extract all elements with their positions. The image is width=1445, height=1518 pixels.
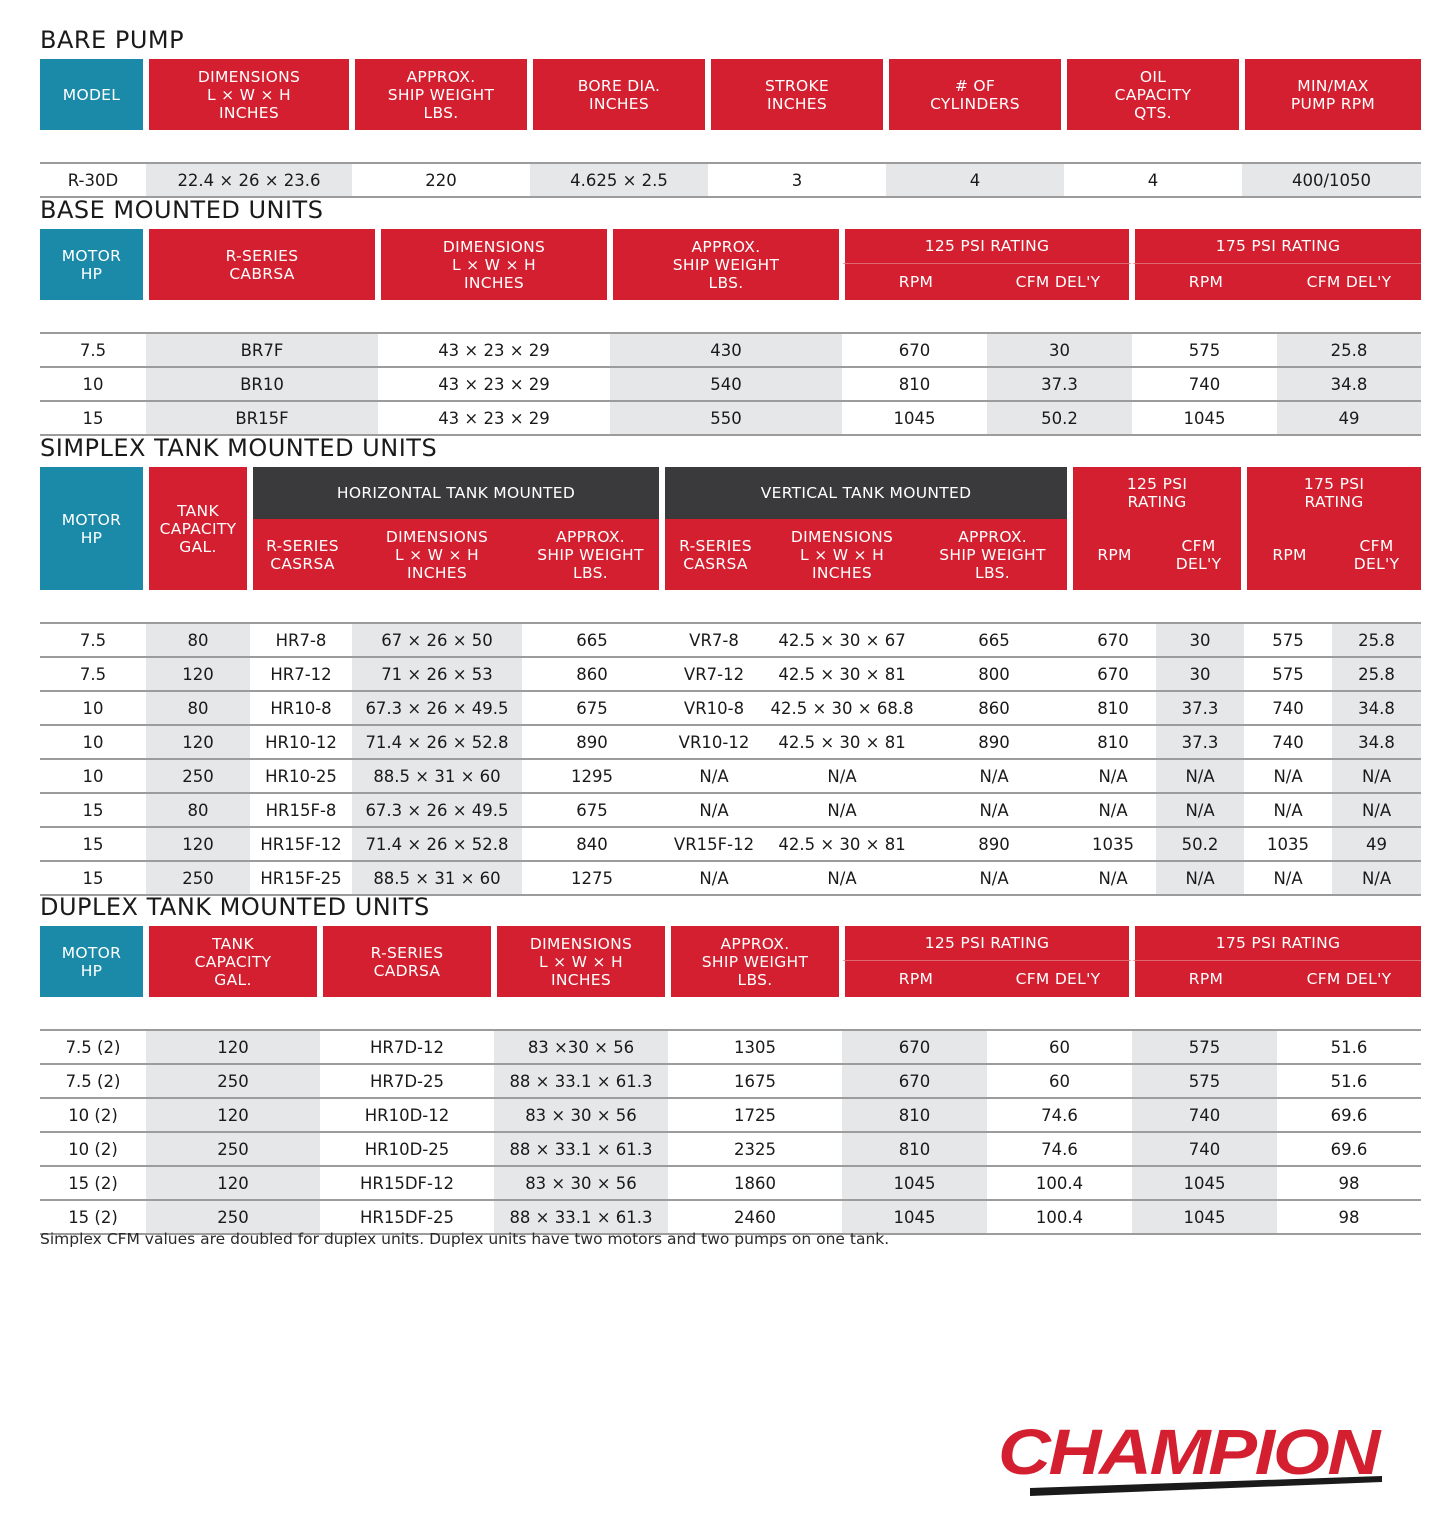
duplex-title: DUPLEX TANK MOUNTED UNITS <box>40 893 430 921</box>
table-cell: 810 <box>842 368 987 402</box>
table-row <box>40 862 1421 896</box>
table-row <box>40 1167 1421 1201</box>
simplex-header-tank: TANK CAPACITY GAL. <box>146 467 250 590</box>
table-cell: VR7-12 <box>662 658 766 692</box>
table-cell: N/A <box>1244 760 1332 794</box>
table-cell: 575 <box>1132 1065 1277 1099</box>
table-cell: 1035 <box>1070 828 1156 862</box>
table-row <box>40 402 1421 436</box>
table-cell: 88 × 33.1 × 61.3 <box>494 1065 668 1099</box>
base-header-motor: MOTOR HP <box>40 229 146 300</box>
table-cell: N/A <box>1156 862 1244 896</box>
table-row <box>40 794 1421 828</box>
simplex-sub-rpm: RPM <box>1070 519 1156 590</box>
table-cell: HR15F-25 <box>250 862 352 896</box>
table-cell: 2325 <box>668 1133 842 1167</box>
table-cell: 120 <box>146 1031 320 1065</box>
table-cell: 800 <box>918 658 1070 692</box>
footnote: Simplex CFM values are doubled for duplex units. Duplex units have two motors and two pumps on one tank. <box>40 1230 890 1248</box>
table-row <box>40 368 1421 402</box>
table-cell: N/A <box>918 862 1070 896</box>
table-cell: N/A <box>766 760 918 794</box>
table-cell: N/A <box>1332 862 1421 896</box>
model-cell: 7.5 <box>40 334 146 368</box>
table-cell: N/A <box>662 760 766 794</box>
bare-header-5: # OF CYLINDERS <box>886 59 1064 130</box>
table-cell: 670 <box>842 334 987 368</box>
table-cell: 43 × 23 × 29 <box>378 334 610 368</box>
table-cell: BR7F <box>146 334 378 368</box>
duplex-header-rseries: R-SERIES CADRSA <box>320 926 494 997</box>
table-cell: 100.4 <box>987 1201 1132 1235</box>
duplex-sub-rpm: RPM <box>842 961 987 997</box>
duplex-sub-cfm: CFM DEL'Y <box>1277 961 1421 997</box>
table-cell: 30 <box>987 334 1132 368</box>
table-cell: 74.6 <box>987 1099 1132 1133</box>
table-row <box>40 828 1421 862</box>
table-cell: 120 <box>146 1167 320 1201</box>
table-cell: N/A <box>662 794 766 828</box>
bare-header-6: OIL CAPACITY QTS. <box>1064 59 1242 130</box>
table-cell: 37.3 <box>1156 692 1244 726</box>
table-cell: 1295 <box>522 760 662 794</box>
table-cell: 34.8 <box>1277 368 1421 402</box>
simplex-header-125: 125 PSI RATING <box>1070 467 1244 519</box>
table-cell: HR15DF-12 <box>320 1167 494 1201</box>
simplex-sub-rpm: RPM <box>1244 519 1332 590</box>
table-cell: 80 <box>146 794 250 828</box>
table-cell: N/A <box>1156 760 1244 794</box>
table-cell: 60 <box>987 1031 1132 1065</box>
table-cell: 1275 <box>522 862 662 896</box>
table-cell: 2460 <box>668 1201 842 1235</box>
table-cell: 120 <box>146 726 250 760</box>
table-cell: 69.6 <box>1277 1133 1421 1167</box>
table-cell: 43 × 23 × 29 <box>378 368 610 402</box>
model-cell: 10 <box>40 760 146 794</box>
table-cell: 51.6 <box>1277 1031 1421 1065</box>
table-cell: 37.3 <box>987 368 1132 402</box>
table-cell: 34.8 <box>1332 726 1421 760</box>
table-cell: 1725 <box>668 1099 842 1133</box>
table-cell: 98 <box>1277 1167 1421 1201</box>
model-cell: 7.5 (2) <box>40 1065 146 1099</box>
model-cell: 7.5 <box>40 658 146 692</box>
table-row <box>40 164 1421 198</box>
table-cell: 88 × 33.1 × 61.3 <box>494 1133 668 1167</box>
table-cell: 840 <box>522 828 662 862</box>
table-cell: 4 <box>886 164 1064 198</box>
simplex-sub-dims: DIMENSIONS L × W × H INCHES <box>352 519 522 590</box>
base-header-175: 175 PSI RATING <box>1132 229 1421 264</box>
model-cell: 15 (2) <box>40 1201 146 1235</box>
table-cell: 60 <box>987 1065 1132 1099</box>
table-cell: 810 <box>1070 692 1156 726</box>
table-cell: VR10-12 <box>662 726 766 760</box>
table-cell: 810 <box>842 1133 987 1167</box>
table-cell: HR7D-12 <box>320 1031 494 1065</box>
table-cell: N/A <box>1244 794 1332 828</box>
simplex-header-175: 175 PSI RATING <box>1244 467 1421 519</box>
duplex-header-motor: MOTOR HP <box>40 926 146 997</box>
model-cell: 15 <box>40 794 146 828</box>
table-cell: 25.8 <box>1277 334 1421 368</box>
table-row <box>40 726 1421 760</box>
simplex-header-motor: MOTOR HP <box>40 467 146 590</box>
duplex-table <box>40 926 1421 1235</box>
base-header-125: 125 PSI RATING <box>842 229 1132 264</box>
table-cell: 83 × 30 × 56 <box>494 1167 668 1201</box>
table-cell: 540 <box>610 368 842 402</box>
model-cell: 10 <box>40 692 146 726</box>
table-cell: 69.6 <box>1277 1099 1421 1133</box>
table-cell: 1860 <box>668 1167 842 1201</box>
table-cell: 67.3 × 26 × 49.5 <box>352 794 522 828</box>
table-cell: 1045 <box>842 402 987 436</box>
table-cell: HR10-8 <box>250 692 352 726</box>
table-cell: 98 <box>1277 1201 1421 1235</box>
table-cell: N/A <box>1070 760 1156 794</box>
table-cell: N/A <box>1332 760 1421 794</box>
table-cell: 42.5 × 30 × 68.8 <box>766 692 918 726</box>
simplex-sub-weight: APPROX. SHIP WEIGHT LBS. <box>918 519 1070 590</box>
base-sub-rpm: RPM <box>1132 264 1277 300</box>
table-cell: 220 <box>352 164 530 198</box>
bare-header-7: MIN/MAX PUMP RPM <box>1242 59 1421 130</box>
table-cell: 42.5 × 30 × 81 <box>766 658 918 692</box>
table-cell: 1045 <box>1132 1201 1277 1235</box>
table-cell: VR7-8 <box>662 624 766 658</box>
model-cell: 7.5 <box>40 624 146 658</box>
table-cell: 670 <box>842 1065 987 1099</box>
table-cell: 83 ×30 × 56 <box>494 1031 668 1065</box>
duplex-header-175: 175 PSI RATING <box>1132 926 1421 961</box>
bare-header-0: MODEL <box>40 59 146 130</box>
base-header-dims: DIMENSIONS L × W × H INCHES <box>378 229 610 300</box>
table-cell: 810 <box>842 1099 987 1133</box>
table-cell: N/A <box>1070 794 1156 828</box>
duplex-header-dims: DIMENSIONS L × W × H INCHES <box>494 926 668 997</box>
table-cell: 67.3 × 26 × 49.5 <box>352 692 522 726</box>
table-cell: 675 <box>522 794 662 828</box>
table-cell: 67 × 26 × 50 <box>352 624 522 658</box>
table-cell: N/A <box>918 760 1070 794</box>
table-cell: N/A <box>766 794 918 828</box>
table-cell: 1675 <box>668 1065 842 1099</box>
table-cell: 50.2 <box>987 402 1132 436</box>
simplex-sub-rseries: R-SERIES CASRSA <box>662 519 766 590</box>
table-cell: 120 <box>146 1099 320 1133</box>
model-cell: 15 <box>40 828 146 862</box>
table-row <box>40 692 1421 726</box>
table-cell: HR15F-8 <box>250 794 352 828</box>
simplex-sub-rseries: R-SERIES CASRSA <box>250 519 352 590</box>
table-cell: 670 <box>1070 658 1156 692</box>
simplex-sub-cfm: CFM DEL'Y <box>1332 519 1421 590</box>
table-cell: 4.625 × 2.5 <box>530 164 708 198</box>
table-cell: N/A <box>1070 862 1156 896</box>
duplex-sub-cfm: CFM DEL'Y <box>987 961 1132 997</box>
table-cell: 50.2 <box>1156 828 1244 862</box>
table-cell: 88 × 33.1 × 61.3 <box>494 1201 668 1235</box>
table-cell: N/A <box>662 862 766 896</box>
table-cell: 665 <box>918 624 1070 658</box>
table-cell: BR10 <box>146 368 378 402</box>
base-sub-cfm: CFM DEL'Y <box>987 264 1132 300</box>
table-cell: 42.5 × 30 × 67 <box>766 624 918 658</box>
table-cell: BR15F <box>146 402 378 436</box>
table-cell: 1045 <box>842 1201 987 1235</box>
table-cell: 890 <box>918 828 1070 862</box>
table-cell: 49 <box>1277 402 1421 436</box>
model-cell: 10 <box>40 726 146 760</box>
table-row <box>40 1065 1421 1099</box>
table-cell: 88.5 × 31 × 60 <box>352 862 522 896</box>
table-cell: 860 <box>522 658 662 692</box>
table-row <box>40 658 1421 692</box>
table-cell: 740 <box>1244 692 1332 726</box>
model-cell: 15 <box>40 862 146 896</box>
table-cell: 42.5 × 30 × 81 <box>766 828 918 862</box>
table-cell: 575 <box>1132 1031 1277 1065</box>
table-cell: 88.5 × 31 × 60 <box>352 760 522 794</box>
table-cell: 34.8 <box>1332 692 1421 726</box>
simplex-table <box>40 467 1421 896</box>
table-cell: HR7-12 <box>250 658 352 692</box>
table-cell: 4 <box>1064 164 1242 198</box>
base-header-weight: APPROX. SHIP WEIGHT LBS. <box>610 229 842 300</box>
table-cell: 30 <box>1156 624 1244 658</box>
model-cell: 15 <box>40 402 146 436</box>
table-cell: N/A <box>918 794 1070 828</box>
simplex-title: SIMPLEX TANK MOUNTED UNITS <box>40 434 438 462</box>
table-cell: 1045 <box>1132 1167 1277 1201</box>
simplex-sub-cfm: CFM DEL'Y <box>1156 519 1244 590</box>
table-cell: VR15F-12 <box>662 828 766 862</box>
table-row <box>40 1133 1421 1167</box>
table-row <box>40 1099 1421 1133</box>
table-cell: HR10D-25 <box>320 1133 494 1167</box>
table-cell: 740 <box>1244 726 1332 760</box>
table-cell: HR7D-25 <box>320 1065 494 1099</box>
table-cell: 400/1050 <box>1242 164 1421 198</box>
table-cell: 740 <box>1132 368 1277 402</box>
table-cell: 860 <box>918 692 1070 726</box>
duplex-header-tank: TANK CAPACITY GAL. <box>146 926 320 997</box>
table-cell: 1305 <box>668 1031 842 1065</box>
table-cell: HR10D-12 <box>320 1099 494 1133</box>
duplex-sub-rpm: RPM <box>1132 961 1277 997</box>
table-cell: 430 <box>610 334 842 368</box>
table-cell: 890 <box>522 726 662 760</box>
table-cell: 250 <box>146 1201 320 1235</box>
table-row <box>40 334 1421 368</box>
logo-text: CHAMPION <box>998 1418 1382 1488</box>
table-cell: 3 <box>708 164 886 198</box>
table-cell: 890 <box>918 726 1070 760</box>
model-cell: 10 <box>40 368 146 402</box>
table-row <box>40 1031 1421 1065</box>
table-cell: 1035 <box>1244 828 1332 862</box>
simplex-header-vertical: VERTICAL TANK MOUNTED <box>662 467 1070 519</box>
table-cell: 250 <box>146 760 250 794</box>
table-cell: 71.4 × 26 × 52.8 <box>352 828 522 862</box>
duplex-header-125: 125 PSI RATING <box>842 926 1132 961</box>
table-cell: 575 <box>1132 334 1277 368</box>
bare-header-1: DIMENSIONS L × W × H INCHES <box>146 59 352 130</box>
table-cell: 670 <box>1070 624 1156 658</box>
table-cell: 80 <box>146 624 250 658</box>
table-row <box>40 760 1421 794</box>
table-cell: 74.6 <box>987 1133 1132 1167</box>
table-cell: 30 <box>1156 658 1244 692</box>
table-cell: N/A <box>1156 794 1244 828</box>
table-cell: 120 <box>146 828 250 862</box>
simplex-header-horizontal: HORIZONTAL TANK MOUNTED <box>250 467 662 519</box>
table-cell: 51.6 <box>1277 1065 1421 1099</box>
table-cell: 43 × 23 × 29 <box>378 402 610 436</box>
simplex-sub-weight: APPROX. SHIP WEIGHT LBS. <box>522 519 662 590</box>
base-mounted-table <box>40 229 1421 436</box>
table-cell: 740 <box>1132 1133 1277 1167</box>
duplex-header-weight: APPROX. SHIP WEIGHT LBS. <box>668 926 842 997</box>
table-cell: HR10-12 <box>250 726 352 760</box>
model-cell: 10 (2) <box>40 1133 146 1167</box>
model-cell: R-30D <box>40 164 146 198</box>
bare-header-2: APPROX. SHIP WEIGHT LBS. <box>352 59 530 130</box>
simplex-sub-dims: DIMENSIONS L × W × H INCHES <box>766 519 918 590</box>
champion-logo <box>990 1418 1382 1502</box>
table-cell: HR15DF-25 <box>320 1201 494 1235</box>
table-cell: 22.4 × 26 × 23.6 <box>146 164 352 198</box>
table-cell: 250 <box>146 862 250 896</box>
table-cell: 250 <box>146 1133 320 1167</box>
bare-header-3: BORE DIA. INCHES <box>530 59 708 130</box>
table-cell: 120 <box>146 658 250 692</box>
table-cell: 550 <box>610 402 842 436</box>
bare-pump-table <box>40 59 1421 198</box>
table-cell: VR10-8 <box>662 692 766 726</box>
table-cell: N/A <box>1244 862 1332 896</box>
table-cell: 675 <box>522 692 662 726</box>
table-cell: 1045 <box>1132 402 1277 436</box>
table-cell: N/A <box>1332 794 1421 828</box>
table-cell: 42.5 × 30 × 81 <box>766 726 918 760</box>
table-cell: 575 <box>1244 624 1332 658</box>
table-row <box>40 624 1421 658</box>
table-cell: 670 <box>842 1031 987 1065</box>
table-cell: 25.8 <box>1332 624 1421 658</box>
table-cell: 37.3 <box>1156 726 1244 760</box>
table-cell: HR15F-12 <box>250 828 352 862</box>
table-cell: 1045 <box>842 1167 987 1201</box>
table-cell: 80 <box>146 692 250 726</box>
table-cell: 71.4 × 26 × 52.8 <box>352 726 522 760</box>
model-cell: 15 (2) <box>40 1167 146 1201</box>
table-cell: HR7-8 <box>250 624 352 658</box>
table-cell: 665 <box>522 624 662 658</box>
base-header-rseries: R-SERIES CABRSA <box>146 229 378 300</box>
bare-pump-title: BARE PUMP <box>40 26 185 54</box>
table-cell: 83 × 30 × 56 <box>494 1099 668 1133</box>
model-cell: 7.5 (2) <box>40 1031 146 1065</box>
bare-header-4: STROKE INCHES <box>708 59 886 130</box>
table-cell: 810 <box>1070 726 1156 760</box>
table-cell: 250 <box>146 1065 320 1099</box>
base-sub-rpm: RPM <box>842 264 987 300</box>
table-cell: HR10-25 <box>250 760 352 794</box>
table-cell: 575 <box>1244 658 1332 692</box>
table-cell: 100.4 <box>987 1167 1132 1201</box>
base-mounted-title: BASE MOUNTED UNITS <box>40 196 324 224</box>
table-cell: 740 <box>1132 1099 1277 1133</box>
base-sub-cfm: CFM DEL'Y <box>1277 264 1421 300</box>
table-cell: 49 <box>1332 828 1421 862</box>
table-cell: 25.8 <box>1332 658 1421 692</box>
table-cell: N/A <box>766 862 918 896</box>
model-cell: 10 (2) <box>40 1099 146 1133</box>
table-cell: 71 × 26 × 53 <box>352 658 522 692</box>
